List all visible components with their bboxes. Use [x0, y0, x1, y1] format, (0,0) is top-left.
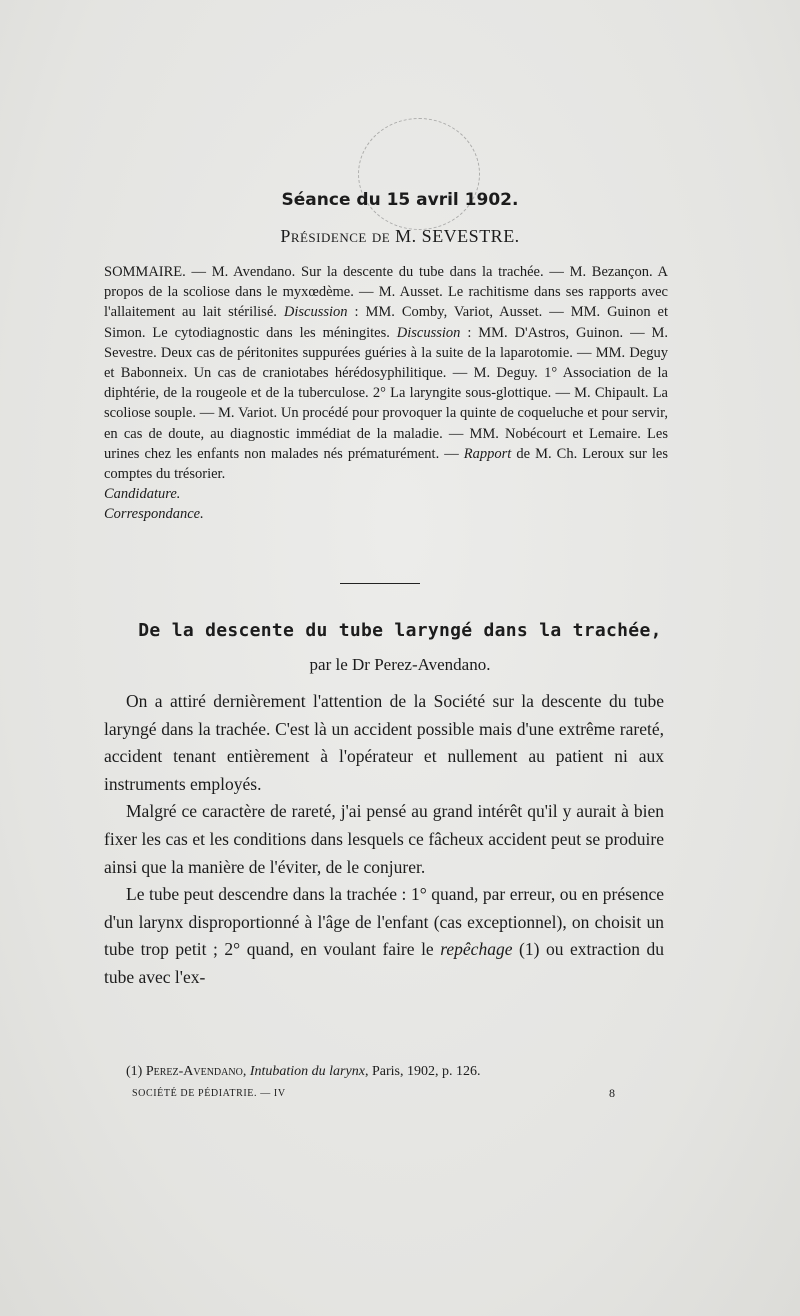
correspondance-line: Correspondance. [104, 506, 204, 523]
footnote-number: (1) [126, 1064, 146, 1079]
discussion-text-2: : MM. D'Astros, Guinon. — M. Sevestre. Deux cas de péritonites suppurées guéries à la suite de la laparotomie. — MM. Deguy et Babonneix. Un cas de craniotabes hérédosyphilitique. — M. Deguy. 1° Association de la diphtérie, de la rougeole et de la tuberculose. 2° La laryngite sous-glottique. — M. Chipault. La scoliose souple. — M. Variot. Un procédé pour provoquer la quinte de coqueluche et pour servir, en cas de doute, au diagnostic immédiat de la maladie. — MM. Nobécourt et Lemaire. Les urines chez les enfants non malades nés prématurément. — [104, 324, 669, 462]
discussion-label-1: Discussion [283, 304, 348, 321]
footnote-title: Intubation du larynx [249, 1064, 365, 1079]
paragraph-3-italic: repêchage [440, 939, 513, 960]
rapport-text: de M. Ch. Leroux sur les comptes du trésorier. [104, 445, 669, 483]
footnote [126, 1064, 666, 1080]
signature-mark: SOCIÉTÉ DE PÉDIATRIE. — IV [132, 1088, 286, 1099]
footnote-author: Perez-Avendano, [145, 1064, 250, 1079]
footnote-rest: , Paris, 1902, p. 126. [364, 1064, 481, 1079]
section-divider [340, 583, 420, 584]
presidence-prefix: Présidence [280, 226, 367, 246]
article-byline: par le Dr Perez-Avendano. [309, 655, 491, 674]
paragraph-2: Malgré ce caractère de rareté, j'ai pensé au grand intérêt qu'il y aurait à bien fixer les cas et les conditions dans lesquels ce fâcheux accident peut se produire ainsi que la manière de l'éviter, de le conjurer. [104, 801, 664, 877]
paragraph-3-end: (1) ou extraction du tube avec l'ex- [104, 939, 664, 987]
paragraph-1: On a attiré dernièrement l'attention de la Société sur la descente du tube laryngé dans la trachée. C'est là un accident possible mais d'une extrême rareté, accident tenant entièrement à l'opérateur et nullement au patient ni aux instruments employés. [104, 691, 664, 794]
discussion-label-2: Discussion [396, 324, 461, 341]
discussion-text-1: : MM. Comby, Variot, Ausset. — MM. Guinon et Simon. Le cytodiagnostic dans les méningites. [104, 304, 668, 341]
seance-heading: Séance du 15 avril 1902. [281, 190, 519, 210]
rapport-label: Rapport [463, 445, 512, 462]
paragraph-3 [104, 881, 664, 991]
sommaire-text [104, 262, 668, 484]
article-title: De la descente du tube laryngé dans la trachée, [138, 620, 662, 641]
presidence-name: M. SEVESTRE. [395, 226, 520, 246]
presidence-line [0, 226, 800, 247]
article-body [104, 688, 664, 992]
signature-number: 8 [609, 1086, 615, 1100]
sommaire-block [104, 262, 668, 525]
paragraph-3-start: Le tube peut descendre dans la trachée : 1° quand, par erreur, ou en présence d'un larynx disproportionné à l'âge de l'enfant (cas exceptionnel), on choisit un tube trop petit ; 2° quand, en voulant faire le [104, 884, 664, 960]
candidature-line: Candidature. [104, 486, 181, 503]
library-stamp [358, 118, 480, 230]
presidence-de: de [371, 226, 391, 246]
sommaire-intro: SOMMAIRE. — M. Avendano. Sur la descente du tube dans la trachée. — M. Bezançon. A propos de la scoliose dans le myxœdème. — M. Ausset. Le rachitisme dans ses rapports avec l'allaitement au lait stérilisé. [104, 264, 668, 321]
